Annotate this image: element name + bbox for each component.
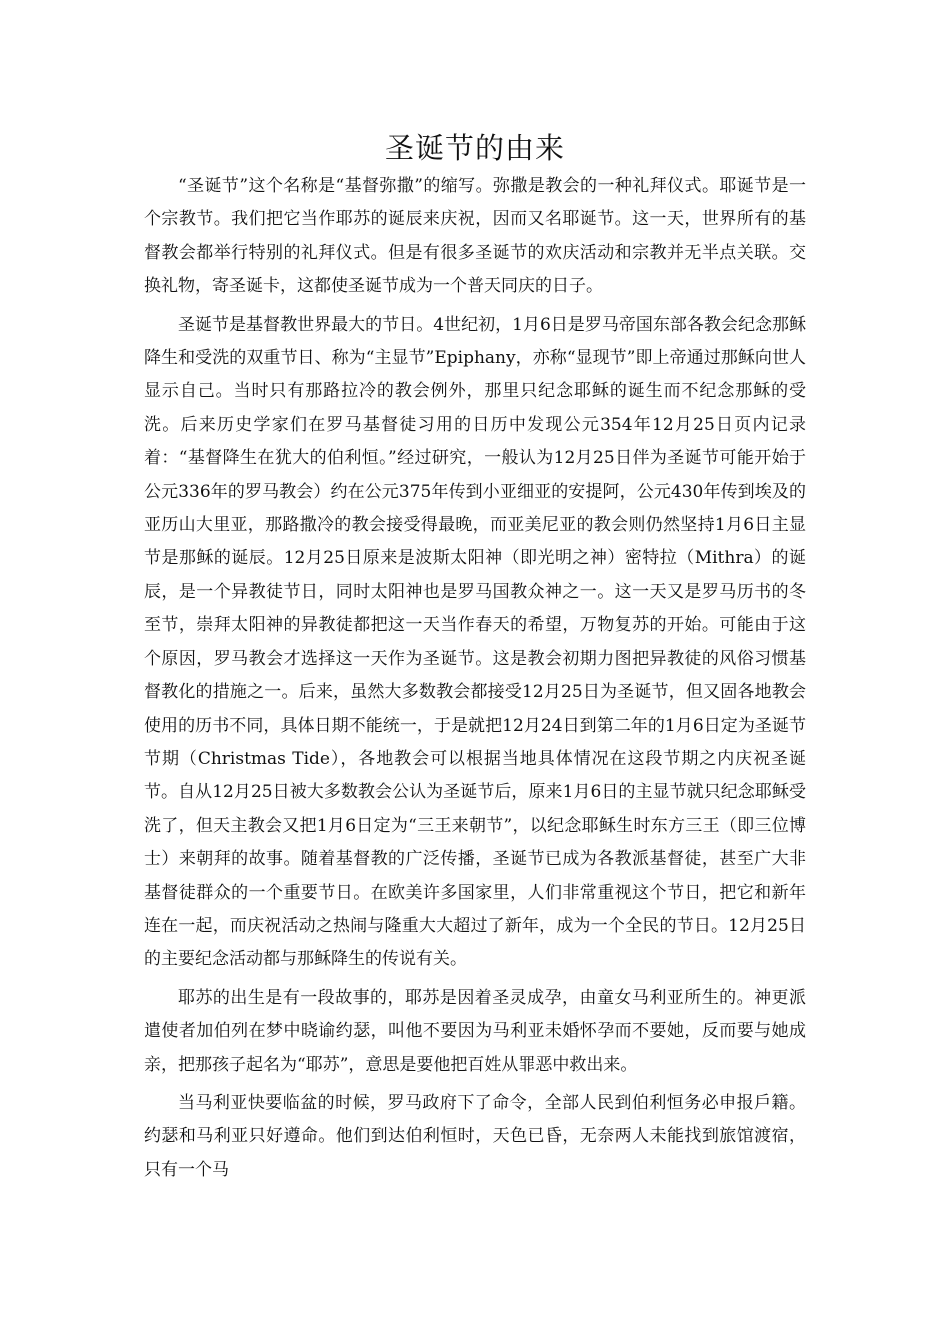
document-title: 圣诞节的由来	[384, 131, 565, 165]
paragraph-3: 耶苏的出生是有一段故事的，耶苏是因着圣灵成孕，由童女马利亚所生的。神更派遣使者加伯列在梦中晓谕约瑟，叫他不要因为马利亚未婚怀孕而不要她，反而要与她成亲，把那孩子起名为“耶苏”，意思是要他把百姓从罪恶中救出来。	[144, 987, 806, 1075]
document-body	[144, 170, 806, 1192]
paragraph-1: “圣诞节”这个名称是“基督弥撒”的缩写。弥撒是教会的一种礼拜仪式。耶诞节是一个宗教节。我们把它当作耶苏的诞辰来庆祝，因而又名耶诞节。这一天，世界所有的基督教会都举行特别的礼拜仪式。但是有很多圣诞节的欢庆活动和宗教并无半点关联。交换礼物，寄圣诞卡，这都使圣诞节成为一个普天同庆的日子。	[144, 176, 806, 297]
paragraph-4: 当马利亚快要临盆的时候，罗马政府下了命令，全部人民到伯利恒务必申报戶籍。约瑟和马利亚只好遵命。他们到达伯利恒时，天色已昏，无奈两人未能找到旅馆渡宿，只有一个马	[144, 1092, 806, 1180]
paragraph-2: 圣诞节是基督教世界最大的节日。4世纪初，1月6日是罗马帝国东部各教会纪念那稣降生和受洗的双重节日、称为“主显节”Epiphany，亦称“显现节”即上帝通过那稣向世人显示自己。当时只有那路拉冷的教会例外，那里只纪念耶稣的诞生而不纪念那稣的受洗。后来历史学家们在罗马基督徒习用的日历中发现公元354年12月25日页内记录着：“基督降生在犹大的伯利恒。”经过研究，一般认为12月25日伴为圣诞节可能开始于公元336年的罗马教会）约在公元375年传到小亚细亚的安提阿，公元430年传到埃及的亚历山大里亚，那路撒冷的教会接受得最晚，而亚美尼亚的教会则仍然坚持1月6日主显节是那稣的诞辰。12月25日原来是波斯太阳神（即光明之神）密特拉（Mithra）的诞辰，是一个异教徒节日，同时太阳神也是罗马国教众神之一。这一天又是罗马历书的冬至节，崇拜太阳神的异教徒都把这一天当作春天的希望，万物复苏的开始。可能由于这个原因，罗马教会才选择这一天作为圣诞节。这是教会初期力图把异教徒的风俗习惯基督教化的措施之一。后来，虽然大多数教会都接受12月25日为圣诞节，但又固各地教会使用的历书不同，具体日期不能统一，于是就把12月24日到第二年的1月6日定为圣诞节节期（Christmas Tide），各地教会可以根据当地具体情况在这段节期之内庆祝圣诞节。自从12月25日被大多数教会公认为圣诞节后，原来1月6日的主显节就只纪念耶稣受洗了，但天主教会又把1月6日定为“三王来朝节”，以纪念耶稣生时东方三王（即三位博士）来朝拜的故事。随着基督教的广泛传播，圣诞节已成为各教派基督徒，甚至广大非基督徒群众的一个重要节日。在欧美许多国家里，人们非常重视这个节日，把它和新年连在一起，而庆祝活动之热闹与隆重大大超过了新年，成为一个全民的节日。12月25日的主要纪念活动都与那稣降生的传说有关。	[144, 314, 806, 970]
